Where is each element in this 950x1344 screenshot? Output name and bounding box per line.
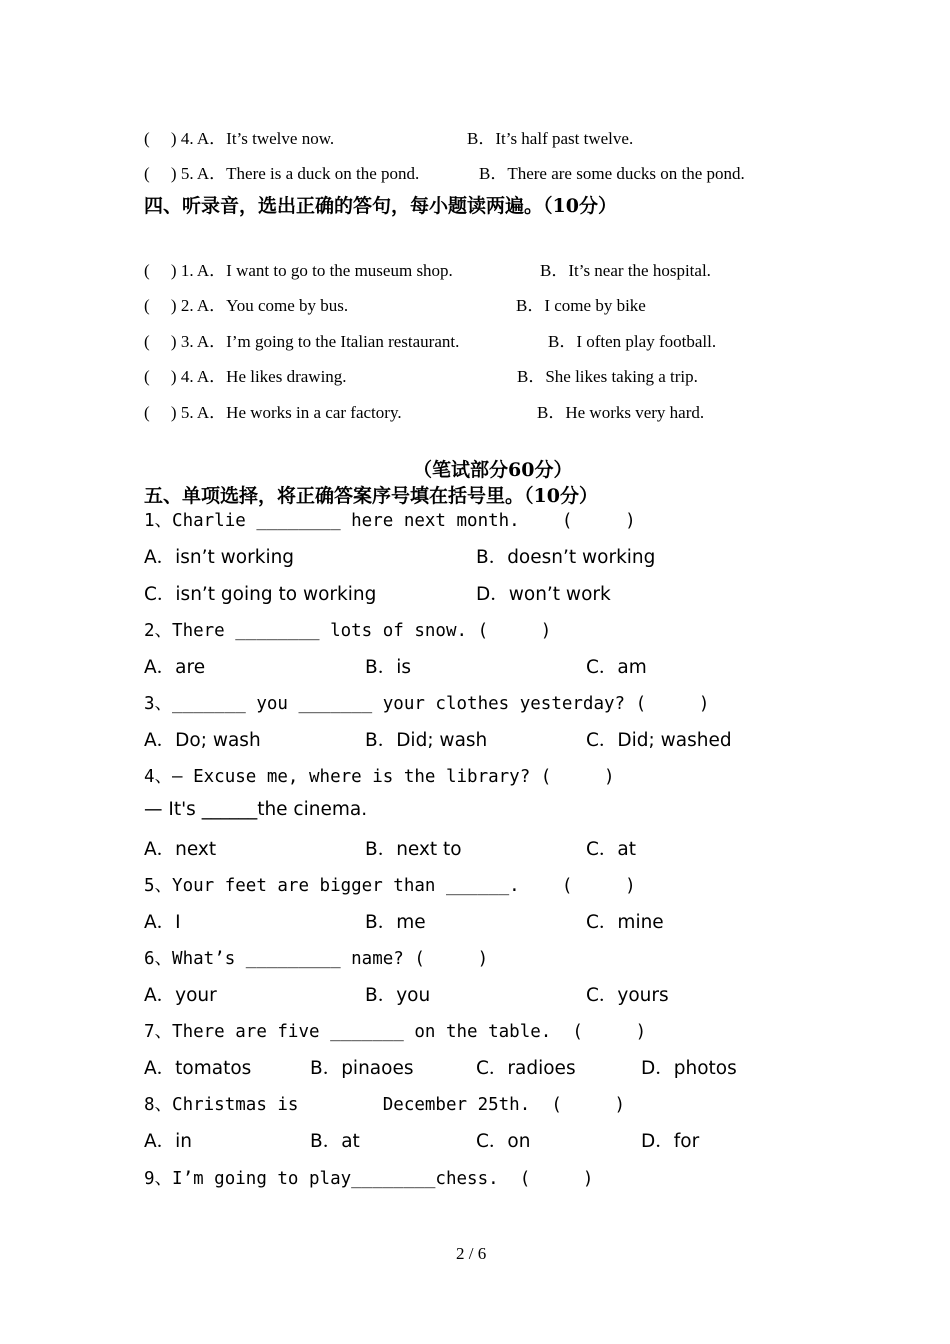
s5-q8-opt-d: D．for xyxy=(641,1131,700,1152)
s5-q4-stem: 4、— Excuse me, where is the library? ( ) xyxy=(144,767,615,787)
s5-q4-answer-line: — It's ______the cinema. xyxy=(144,799,368,820)
s5-q1-stem: 1、Charlie ________ here next month. ( ) xyxy=(144,511,636,531)
s4-q2-a: ( ) 2. A．You come by bus. xyxy=(144,296,349,315)
section-4-title: 四、听录音，选出正确的答句，每小题读两遍。（10分） xyxy=(144,195,617,217)
s5-q1-opt-a: A．isn’t working xyxy=(144,547,295,568)
s5-q3-opt-c: C．Did; washed xyxy=(586,730,732,751)
question-5-options-a: ( ) 5. A．There is a duck on the pond. xyxy=(144,164,420,183)
s5-q8-opt-a: A．in xyxy=(144,1131,193,1152)
s5-q6-opt-c: C．yours xyxy=(586,985,669,1006)
s5-q9-stem: 9、I’m going to play________chess. ( ) xyxy=(144,1169,594,1189)
s4-q3-a: ( ) 3. A．I’m going to the Italian restaurant. xyxy=(144,332,460,351)
s5-q7-stem: 7、There are five _______ on the table. ( ) xyxy=(144,1022,647,1042)
s4-q5-b: B．He works very hard. xyxy=(537,403,705,422)
s4-q1-b: B．It’s near the hospital. xyxy=(540,261,711,280)
s4-q4-a: ( ) 4. A．He likes drawing. xyxy=(144,367,347,386)
s4-q5-a: ( ) 5. A．He works in a car factory. xyxy=(144,403,402,422)
written-part-title: （笔试部分60分） xyxy=(413,459,573,481)
page-number: 2 / 6 xyxy=(456,1244,487,1263)
s5-q4-opt-a: A．next xyxy=(144,839,217,860)
s5-q5-opt-c: C．mine xyxy=(586,912,664,933)
s5-q2-opt-c: C．am xyxy=(586,657,647,678)
s5-q3-opt-a: A．Do; wash xyxy=(144,730,261,751)
s4-q2-b: B．I come by bike xyxy=(516,296,646,315)
s5-q6-opt-a: A．your xyxy=(144,985,217,1006)
s5-q4-opt-b: B．next to xyxy=(365,839,462,860)
s5-q8-stem: 8、Christmas is December 25th. ( ) xyxy=(144,1095,626,1115)
s5-q1-opt-c: C．isn’t going to working xyxy=(144,584,377,605)
s5-q2-opt-a: A．are xyxy=(144,657,206,678)
s5-q7-opt-d: D．photos xyxy=(641,1058,737,1079)
s5-q4-opt-c: C．at xyxy=(586,839,637,860)
s4-q4-b: B．She likes taking a trip. xyxy=(517,367,698,386)
s4-q3-b: B．I often play football. xyxy=(548,332,717,351)
s5-q5-opt-a: A．I xyxy=(144,912,181,933)
s5-q5-stem: 5、Your feet are bigger than ______. ( ) xyxy=(144,876,636,896)
s5-q1-opt-b: B．doesn’t working xyxy=(476,547,656,568)
s5-q1-opt-d: D．won’t work xyxy=(476,584,611,605)
s5-q7-opt-b: B．pinaoes xyxy=(310,1058,414,1079)
s5-q8-opt-b: B．at xyxy=(310,1131,360,1152)
s5-q5-opt-b: B．me xyxy=(365,912,426,933)
s5-q2-opt-b: B．is xyxy=(365,657,411,678)
s4-q1-a: ( ) 1. A．I want to go to the museum shop. xyxy=(144,261,453,280)
question-4-options-a: ( ) 4. A．It’s twelve now. xyxy=(144,129,335,148)
s5-q8-opt-c: C．on xyxy=(476,1131,531,1152)
s5-q7-opt-c: C．radioes xyxy=(476,1058,576,1079)
s5-q6-opt-b: B．you xyxy=(365,985,431,1006)
section-5-title: 五、单项选择，将正确答案序号填在括号里。（10分） xyxy=(144,485,598,507)
s5-q2-stem: 2、There ________ lots of snow. ( ) xyxy=(144,621,552,641)
question-5-option-b: B．There are some ducks on the pond. xyxy=(479,164,745,183)
s5-q7-opt-a: A．tomatos xyxy=(144,1058,252,1079)
s5-q6-stem: 6、What’s _________ name? ( ) xyxy=(144,949,489,969)
question-4-option-b: B．It’s half past twelve. xyxy=(467,129,634,148)
s5-q3-opt-b: B．Did; wash xyxy=(365,730,488,751)
s5-q3-stem: 3、_______ you _______ your clothes yesterday? ( ) xyxy=(144,694,710,714)
